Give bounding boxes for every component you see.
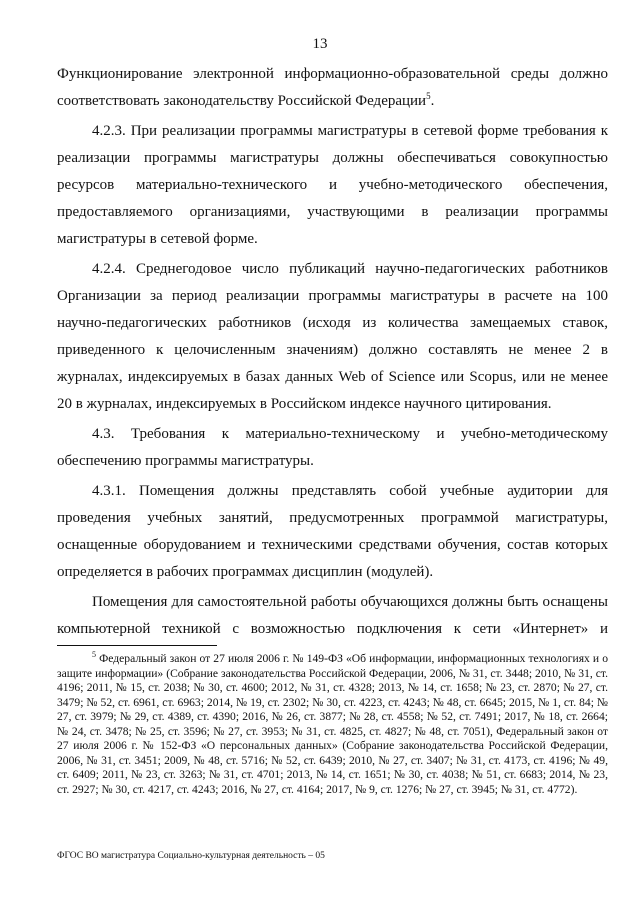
footnote-text: Федеральный закон от 27 июля 2006 г. № 149-ФЗ «Об информации, информационных технологиях и о защите информации» (Собрание законодательства Российской Федерации, 2006, № 31, ст. 3448; 2010, № 31, ст. 4196; 2011, № 15, ст. 2038; № 30, ст. 4600; 2012, № 31, ст. 4328; 2013, № 14, ст. 1658; № 23, ст. 2870; № 27, ст. 3479; № 52, ст. 6961, ст. 6963; 2014, № 19, ст. 2302; № 30, ст. 4223, ст. 4243; № 48, ст. 6645; 2015, № 1, ст. 84; № 27, ст. 3979; № 29, ст. 4389, ст. 4390; 2016, № 26, ст. 3877; № 28, ст. 4558; № 52, ст. 7491; 2017, № 18, ст. 2664; № 24, ст. 3478; № 25, ст. 3596; № 27, ст. 3953; № 31, ст. 4825, ст. 4827; № 48, ст. 7051), Федеральный закон от 27 июля 2006 г. № 152-ФЗ «О персональных данных» (Собрание законодательства Российской Федерации, 2006, № 31, ст. 3451; 2009, № 48, ст. 5716; № 52, ст. 6439; 2010, № 27, ст. 3407; № 31, ст. 4173, ст. 4196; № 49, ст. 6409; 2011, № 23, ст. 3263; № 31, ст. 4701; 2013, № 14, ст. 1651; № 30, ст. 4038; № 51, ст. 6683; 2014, № 23, ст. 2927; № 30, ст. 4217, ст. 4243; 2016, № 27, ст. 4164; 2017, № 9, ст. 1276; № 27, ст. 3945; № 31, ст. 4772). <box>57 652 608 796</box>
paragraph-intro-text: Функционирование электронной информационно-образовательной среды должно соответствовать законодательству Российской Федерации <box>57 66 608 109</box>
body-text <box>57 61 608 643</box>
footnote-separator <box>57 645 217 646</box>
paragraph-4-2-3: 4.2.3. При реализации программы магистратуры в сетевой форме требования к реализации программы магистратуры должны обеспечиваться совокупностью ресурсов материально-технического и учебно-методического обеспечения, предоставляемого организациями, участвующими в реализации программы магистратуры в сетевой форме. <box>57 123 608 247</box>
footnote <box>57 652 608 797</box>
page-footer: ФГОС ВО магистратура Социально-культурная деятельность – 05 <box>57 851 325 861</box>
paragraph-4-3-1: 4.3.1. Помещения должны представлять собой учебные аудитории для проведения учебных занятий, предусмотренных программой магистратуры, оснащенные оборудованием и техническими средствами обучения, состав которых определяется в рабочих программах дисциплин (модулей). <box>57 483 608 580</box>
page-number: 13 <box>312 36 328 52</box>
footnote-reference[interactable]: 5 <box>426 91 431 101</box>
paragraph-4-3: 4.3. Требования к материально-техническому и учебно-методическому обеспечению программы магистратуры. <box>57 426 608 469</box>
paragraph-intro <box>57 61 608 115</box>
footnote-marker: 5 <box>92 650 96 660</box>
paragraph-4-2-4: 4.2.4. Среднегодовое число публикаций научно-педагогических работников Организации за период реализации программы магистратуры в расчете на 100 научно-педагогических работников (исходя из количества замещаемых ставок, приведенного к целочисленным значениям) должно составлять не менее 2 в журналах, индексируемых в базах данных Web of Science или Scopus, или не менее 20 в журналах, индексируемых в Российском индексе научного цитирования. <box>57 261 608 412</box>
paragraph-intro-end: . <box>430 93 435 109</box>
paragraph-self-study-rooms: Помещения для самостоятельной работы обучающихся должны быть оснащены компьютерной техникой с возможностью подключения к сети «Интернет» и <box>57 594 608 637</box>
